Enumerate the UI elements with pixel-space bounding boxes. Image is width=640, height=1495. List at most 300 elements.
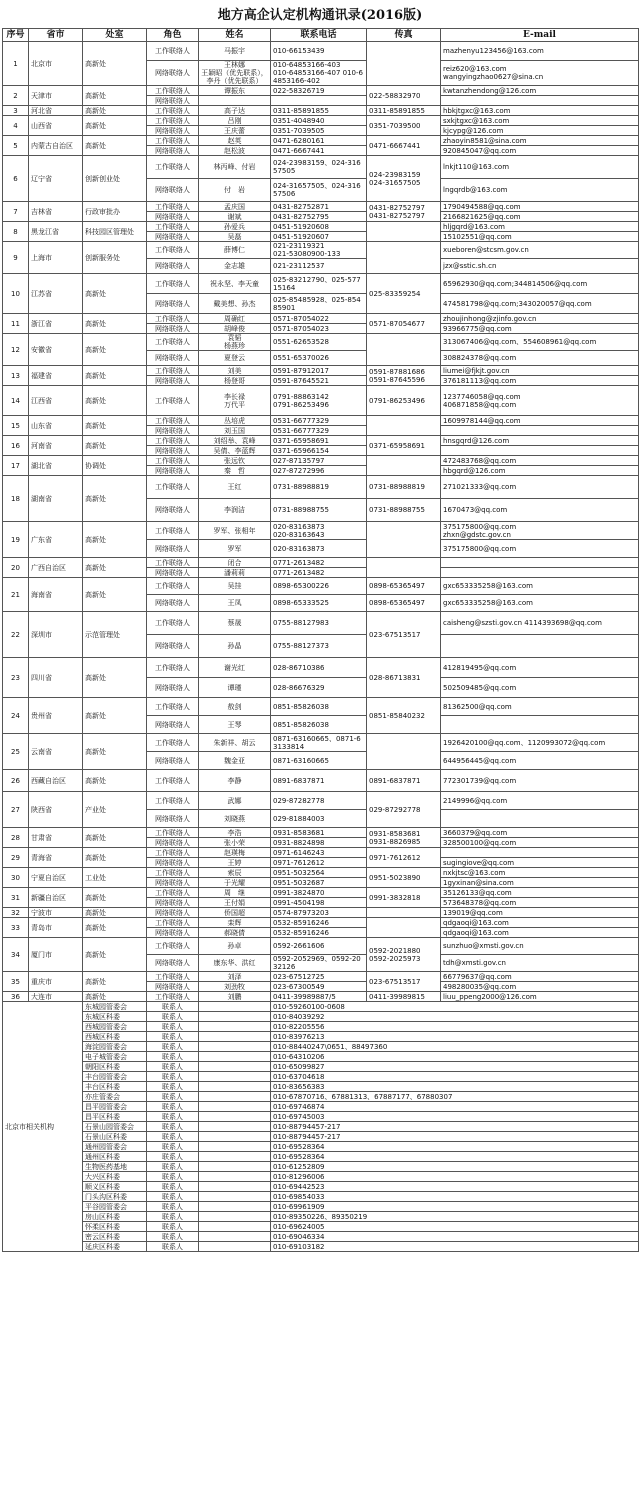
name-cell (199, 1142, 271, 1152)
beijing-group-label: 北京市相关机构 (3, 1002, 83, 1252)
table-row (3, 1062, 639, 1072)
fax-cell (367, 558, 441, 578)
name-cell: 潘莉莉 (199, 568, 271, 578)
fax-cell: 0471-6667441 (367, 136, 441, 156)
name-cell (199, 1082, 271, 1092)
name-cell: 于光耀 (199, 878, 271, 888)
dept-cell: 高新处 (83, 106, 147, 116)
role-cell: 联系人 (147, 1052, 199, 1062)
role-cell: 网络联络人 (147, 540, 199, 558)
name-cell: 赵瑛梅 (199, 848, 271, 858)
phone-cell: 023-67512725 (271, 972, 367, 982)
email-cell: 644956445@qq.com (441, 752, 639, 770)
table-row (3, 1042, 639, 1052)
phone-cell: 0951-5032564 (271, 868, 367, 878)
dept-cell: 房山区科委 (83, 1212, 147, 1222)
role-cell: 工作联络人 (147, 522, 199, 540)
email-cell: caisheng@szsti.gov.cn 4114393698@qq.com (441, 612, 639, 635)
name-cell: 谭瑾 (199, 678, 271, 698)
table-row (3, 792, 639, 810)
role-cell: 网络联络人 (147, 635, 199, 658)
name-cell (199, 1022, 271, 1032)
name-cell: 闭合 (199, 558, 271, 568)
row-number: 23 (3, 658, 29, 698)
phone-cell: 0991-3824870 (271, 888, 367, 898)
phone-cell: 0532-85916246 (271, 928, 367, 938)
region-cell: 天津市 (29, 86, 83, 106)
table-row (3, 1142, 639, 1152)
dept-cell: 高新处 (83, 938, 147, 972)
row-number: 25 (3, 734, 29, 770)
table-row (3, 992, 639, 1002)
email-cell: lngqrdb@163.com (441, 179, 639, 202)
role-cell: 联系人 (147, 1022, 199, 1032)
name-cell: 蔡晟 (199, 612, 271, 635)
fax-cell (367, 242, 441, 274)
name-cell (199, 1192, 271, 1202)
phone-cell: 0991-4504198 (271, 898, 367, 908)
col-header-no: 序号 (3, 29, 29, 42)
row-number: 2 (3, 86, 29, 106)
role-cell: 网络联络人 (147, 259, 199, 274)
phone-cell: 0971-7612612 (271, 858, 367, 868)
phone-cell: 0351-4048940 (271, 116, 367, 126)
role-cell: 网络联络人 (147, 810, 199, 828)
name-cell: 刘绍举、袁峰 (199, 436, 271, 446)
region-cell: 大连市 (29, 992, 83, 1002)
row-number: 4 (3, 116, 29, 136)
phone-cell: 020-83163873 020-83163643 (271, 522, 367, 540)
email-cell: hbkjtgxc@163.com (441, 106, 639, 116)
name-cell: 朱新祥、胡云 (199, 734, 271, 752)
role-cell: 工作联络人 (147, 612, 199, 635)
role-cell: 网络联络人 (147, 351, 199, 366)
table-row (3, 578, 639, 595)
phone-cell: 0551-62653528 (271, 334, 367, 351)
region-cell: 河北省 (29, 106, 83, 116)
name-cell: 栾辉 (199, 918, 271, 928)
table-row (3, 938, 639, 955)
email-cell (441, 446, 639, 456)
email-cell: kjcypg@126.com (441, 126, 639, 136)
table-row (3, 1232, 639, 1242)
role-cell: 工作联络人 (147, 888, 199, 898)
role-cell: 网络联络人 (147, 61, 199, 86)
dept-cell: 科技园区管理处 (83, 222, 147, 242)
dept-cell: 海淀园管委会 (83, 1042, 147, 1052)
table-row (3, 106, 639, 116)
row-number: 19 (3, 522, 29, 558)
phone-cell (271, 96, 367, 106)
email-cell: liuu_ppeng2000@126.com (441, 992, 639, 1002)
fax-cell: 028-86713831 (367, 658, 441, 698)
phone-cell: 0592-2052969、0592-2032126 (271, 955, 367, 972)
dept-cell: 高新处 (83, 848, 147, 868)
name-cell (199, 1232, 271, 1242)
name-cell: 王红 (199, 476, 271, 499)
phone-cell: 010-88440247\0651、88497360 (271, 1042, 639, 1052)
email-cell: 1670473@qq.com (441, 499, 639, 522)
email-cell: 313067406@qq.com、554608961@qq.com (441, 334, 639, 351)
email-cell: zhaoyin8581@sina.com (441, 136, 639, 146)
role-cell: 工作联络人 (147, 848, 199, 858)
fax-cell: 024-23983159 024-31657505 (367, 156, 441, 202)
row-number: 28 (3, 828, 29, 848)
role-cell: 工作联络人 (147, 828, 199, 838)
phone-cell: 0371-65958691 (271, 436, 367, 446)
dept-cell: 高新处 (83, 416, 147, 436)
phone-cell: 010-69046334 (271, 1232, 639, 1242)
dept-cell: 朝阳区科委 (83, 1062, 147, 1072)
email-cell: mazhenyu123456@163.com (441, 42, 639, 61)
col-header-name: 姓名 (199, 29, 271, 42)
fax-cell (367, 522, 441, 558)
fax-cell (367, 222, 441, 242)
role-cell: 工作联络人 (147, 156, 199, 179)
name-cell (199, 1132, 271, 1142)
name-cell: 刘晓燕 (199, 810, 271, 828)
name-cell: 敖剑 (199, 698, 271, 716)
dept-cell: 电子城管委会 (83, 1052, 147, 1062)
name-cell: 谭振东 (199, 86, 271, 96)
dept-cell: 通州区科委 (83, 1152, 147, 1162)
role-cell: 联系人 (147, 1092, 199, 1102)
region-cell: 甘肃省 (29, 828, 83, 848)
phone-cell: 027-87135797 (271, 456, 367, 466)
col-header-fax: 传真 (367, 29, 441, 42)
fax-cell (367, 918, 441, 938)
name-cell (199, 1052, 271, 1062)
name-cell: 李静 (199, 770, 271, 792)
email-cell: gxc653335258@163.com (441, 595, 639, 612)
region-cell: 安徽省 (29, 334, 83, 366)
row-number: 7 (3, 202, 29, 222)
name-cell: 罗军 (199, 540, 271, 558)
phone-cell: 010-61252809 (271, 1162, 639, 1172)
table-row (3, 476, 639, 499)
region-cell: 黑龙江省 (29, 222, 83, 242)
fax-cell (367, 456, 441, 476)
role-cell: 工作联络人 (147, 792, 199, 810)
table-row (3, 1162, 639, 1172)
role-cell: 联系人 (147, 1132, 199, 1142)
name-cell: 周 继 (199, 888, 271, 898)
row-number: 16 (3, 436, 29, 456)
table-row (3, 1242, 639, 1252)
region-cell: 海南省 (29, 578, 83, 612)
fax-cell (367, 908, 441, 918)
region-cell: 湖南省 (29, 476, 83, 522)
email-cell: 81362500@qq.com (441, 698, 639, 716)
dept-cell: 顺义区科委 (83, 1182, 147, 1192)
name-cell: 夏登云 (199, 351, 271, 366)
name-cell: 杨登哥 (199, 376, 271, 386)
table-row (3, 828, 639, 838)
role-cell: 联系人 (147, 1152, 199, 1162)
phone-cell: 010-69746874 (271, 1102, 639, 1112)
phone-cell: 024-23983159、024-31657505 (271, 156, 367, 179)
row-number: 35 (3, 972, 29, 992)
directory-table (2, 28, 639, 1252)
email-cell (441, 558, 639, 568)
name-cell (199, 1222, 271, 1232)
email-cell: 1609978144@qq.com (441, 416, 639, 426)
region-cell: 广东省 (29, 522, 83, 558)
dept-cell: 高新处 (83, 334, 147, 366)
name-cell: 吴挂 (199, 578, 271, 595)
table-row (3, 136, 639, 146)
role-cell: 网络联络人 (147, 179, 199, 202)
email-cell: 2149996@qq.com (441, 792, 639, 810)
name-cell (199, 1162, 271, 1172)
phone-cell: 027-87272996 (271, 466, 367, 476)
row-number: 12 (3, 334, 29, 366)
phone-cell: 0311-85891855 (271, 106, 367, 116)
fax-cell: 0991-3832818 (367, 888, 441, 908)
fax-cell: 0411-39989815 (367, 992, 441, 1002)
name-cell: 魏金亚 (199, 752, 271, 770)
table-row (3, 908, 639, 918)
region-cell: 陕西省 (29, 792, 83, 828)
phone-cell: 010-83976213 (271, 1032, 639, 1042)
dept-cell: 工业处 (83, 868, 147, 888)
table-row (3, 1032, 639, 1042)
role-cell: 工作联络人 (147, 106, 199, 116)
email-cell: 474581798@qq.com;343020057@qq.com (441, 294, 639, 314)
dept-cell: 高新处 (83, 734, 147, 770)
role-cell: 工作联络人 (147, 334, 199, 351)
email-cell: 15102551@qq.com (441, 232, 639, 242)
phone-cell: 0411-39989887/5 (271, 992, 367, 1002)
region-cell: 西藏自治区 (29, 770, 83, 792)
name-cell (199, 96, 271, 106)
role-cell: 联系人 (147, 1172, 199, 1182)
name-cell: 吕刚 (199, 116, 271, 126)
fax-cell: 0898-65365497 (367, 595, 441, 612)
phone-cell: 0951-5032687 (271, 878, 367, 888)
region-cell: 深圳市 (29, 612, 83, 658)
email-cell: kwtanzhendong@126.com (441, 86, 639, 96)
name-cell: 吴磊 (199, 232, 271, 242)
table-row (3, 1122, 639, 1132)
phone-cell: 010-66153439 (271, 42, 367, 61)
row-number: 29 (3, 848, 29, 868)
phone-cell: 0871-63160665 (271, 752, 367, 770)
role-cell: 联系人 (147, 1222, 199, 1232)
row-number: 17 (3, 456, 29, 476)
dept-cell: 高新处 (83, 42, 147, 86)
table-row (3, 242, 639, 259)
table-row (3, 42, 639, 61)
email-cell: 472483768@qq.com (441, 456, 639, 466)
dept-cell: 丰台园管委会 (83, 1072, 147, 1082)
row-number: 3 (3, 106, 29, 116)
row-number: 5 (3, 136, 29, 156)
phone-cell: 0898-65300226 (271, 578, 367, 595)
role-cell: 工作联络人 (147, 42, 199, 61)
region-cell: 北京市 (29, 42, 83, 86)
name-cell: 孙卓 (199, 938, 271, 955)
phone-cell: 010-69528364 (271, 1152, 639, 1162)
name-cell: 薛博仁 (199, 242, 271, 259)
dept-cell: 示范管理处 (83, 612, 147, 658)
dept-cell: 通州园管委会 (83, 1142, 147, 1152)
name-cell: 李长禄 万代平 (199, 386, 271, 416)
role-cell: 工作联络人 (147, 770, 199, 792)
table-row (3, 1102, 639, 1112)
row-number: 26 (3, 770, 29, 792)
dept-cell: 高新处 (83, 386, 147, 416)
email-cell: 920845047@qq.com (441, 146, 639, 156)
dept-cell: 密云区科委 (83, 1232, 147, 1242)
name-cell: 康东华、洪红 (199, 955, 271, 972)
table-row (3, 1112, 639, 1122)
email-cell: sxkjtgxc@163.com (441, 116, 639, 126)
phone-cell: 0551-65370026 (271, 351, 367, 366)
table-row (3, 770, 639, 792)
name-cell: 王凤 (199, 595, 271, 612)
name-cell (199, 1122, 271, 1132)
dept-cell: 东城园管委会 (83, 1002, 147, 1012)
email-cell (441, 568, 639, 578)
table-row (3, 314, 639, 324)
phone-cell: 0431-82752871 (271, 202, 367, 212)
row-number: 1 (3, 42, 29, 86)
email-cell: 375175800@qq.com (441, 540, 639, 558)
row-number: 13 (3, 366, 29, 386)
role-cell: 联系人 (147, 1072, 199, 1082)
name-cell: 王婷 (199, 858, 271, 868)
row-number: 21 (3, 578, 29, 612)
name-cell: 付 岩 (199, 179, 271, 202)
phone-cell: 010-88794457-217 (271, 1132, 639, 1142)
name-cell (199, 1102, 271, 1112)
name-cell: 周确红 (199, 314, 271, 324)
role-cell: 网络联络人 (147, 928, 199, 938)
dept-cell: 高新处 (83, 578, 147, 612)
dept-cell: 创新创业处 (83, 156, 147, 202)
phone-cell: 0755-88127373 (271, 635, 367, 658)
name-cell: 高子达 (199, 106, 271, 116)
fax-cell: 023-67513517 (367, 972, 441, 992)
email-cell: 1237746058@qq.com 406871858@qq.com (441, 386, 639, 416)
role-cell: 联系人 (147, 1032, 199, 1042)
name-cell: 祝永坚、李天童 (199, 274, 271, 294)
name-cell (199, 1172, 271, 1182)
name-cell (199, 1242, 271, 1252)
role-cell: 工作联络人 (147, 86, 199, 96)
page-title: 地方高企认定机构通讯录(2016版) (217, 8, 423, 23)
col-header-email: E-mail (441, 29, 639, 42)
phone-cell: 010-88794457-217 (271, 1122, 639, 1132)
dept-cell: 平谷园管委会 (83, 1202, 147, 1212)
role-cell: 网络联络人 (147, 982, 199, 992)
region-cell: 青海省 (29, 848, 83, 868)
email-cell: 772301739@qq.com (441, 770, 639, 792)
role-cell: 工作联络人 (147, 416, 199, 426)
email-cell: 328500100@qq.com (441, 838, 639, 848)
role-cell: 网络联络人 (147, 376, 199, 386)
phone-cell: 010-64310206 (271, 1052, 639, 1062)
name-cell (199, 1032, 271, 1042)
fax-cell: 0731-88988819 (367, 476, 441, 499)
region-cell: 山西省 (29, 116, 83, 136)
table-row (3, 1182, 639, 1192)
table-row (3, 202, 639, 212)
fax-cell: 0951-5023890 (367, 868, 441, 888)
role-cell: 网络联络人 (147, 838, 199, 848)
table-row (3, 1152, 639, 1162)
phone-cell: 023-67300549 (271, 982, 367, 992)
fax-cell: 0971-7612612 (367, 848, 441, 868)
row-number: 15 (3, 416, 29, 436)
role-cell: 网络联络人 (147, 678, 199, 698)
email-cell: 1926420100@qq.com、1120993072@qq.com (441, 734, 639, 752)
fax-cell: 023-67513517 (367, 612, 441, 658)
row-number: 30 (3, 868, 29, 888)
email-cell: hnsgqrd@126.com (441, 436, 639, 446)
role-cell: 网络联络人 (147, 446, 199, 456)
row-number: 27 (3, 792, 29, 828)
phone-cell: 0471-6280161 (271, 136, 367, 146)
email-cell: 502509485@qq.com (441, 678, 639, 698)
role-cell: 工作联络人 (147, 698, 199, 716)
region-cell: 辽宁省 (29, 156, 83, 202)
dept-cell: 石景山区科委 (83, 1132, 147, 1142)
role-cell: 工作联络人 (147, 386, 199, 416)
name-cell: 李润洁 (199, 499, 271, 522)
table-row (3, 848, 639, 858)
role-cell: 联系人 (147, 1202, 199, 1212)
email-cell: 376181113@qq.com (441, 376, 639, 386)
phone-cell: 025-85485928、025-85485901 (271, 294, 367, 314)
row-number: 33 (3, 918, 29, 938)
fax-cell (367, 734, 441, 770)
phone-cell: 0851-85826038 (271, 716, 367, 734)
dept-cell: 高新处 (83, 558, 147, 578)
dept-cell: 高新处 (83, 992, 147, 1002)
email-cell (441, 96, 639, 106)
role-cell: 网络联络人 (147, 752, 199, 770)
role-cell: 联系人 (147, 1112, 199, 1122)
table-row (3, 1052, 639, 1062)
phone-cell: 0931-8583681 (271, 828, 367, 838)
phone-cell: 010-84039292 (271, 1012, 639, 1022)
phone-cell: 010-83656383 (271, 1082, 639, 1092)
email-cell: 1gyxinan@sina.com (441, 878, 639, 888)
name-cell: 刘泽 (199, 972, 271, 982)
row-number: 22 (3, 612, 29, 658)
fax-cell: 0592-2021880 0592-2025973 (367, 938, 441, 972)
phone-cell: 0371-65966154 (271, 446, 367, 456)
phone-cell: 010-69745003 (271, 1112, 639, 1122)
fax-cell: 0898-65365497 (367, 578, 441, 595)
table-row (3, 558, 639, 568)
name-cell: 赵松波 (199, 146, 271, 156)
role-cell: 联系人 (147, 1082, 199, 1092)
table-row (3, 116, 639, 126)
role-cell: 网络联络人 (147, 212, 199, 222)
name-cell: 罗军、张相年 (199, 522, 271, 540)
table-row (3, 698, 639, 716)
col-header-role: 角色 (147, 29, 199, 42)
table-row (3, 1092, 639, 1102)
email-cell: 66779637@qq.com (441, 972, 639, 982)
dept-cell: 生物医药基地 (83, 1162, 147, 1172)
dept-cell: 高新处 (83, 314, 147, 334)
name-cell: 武娜 (199, 792, 271, 810)
table-row (3, 1002, 639, 1012)
